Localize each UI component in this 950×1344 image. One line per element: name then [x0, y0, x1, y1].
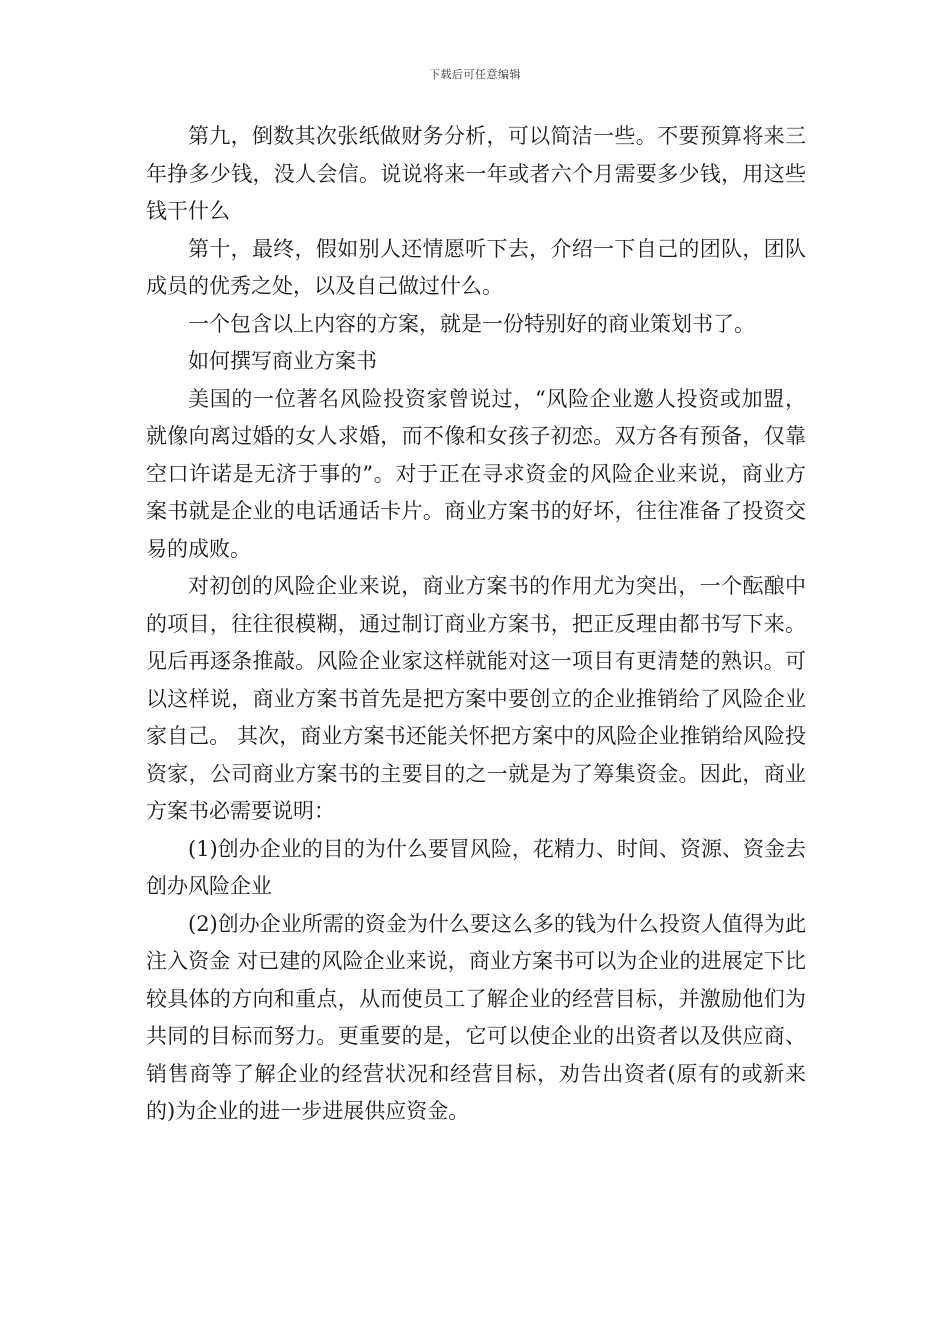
paragraph-ninth-point: 第九，倒数其次张纸做财务分析，可以简洁一些。不要预算将来三年挣多少钱，没人会信。说说将来一年或者六个月需要多少钱，用这些钱干什么 — [146, 124, 806, 223]
paragraph-summary: 一个包含以上内容的方案，就是一份特别好的商业策划书了。 — [188, 311, 755, 336]
page-header: 下载后可任意编辑 — [429, 68, 521, 81]
paragraph-item-2: (2)创办企业所需的资金为什么要这么多的钱为什么投资人值得为此注入资金 对已建的风险企业来说，商业方案书可以为企业的进展定下比较具体的方向和重点，从而使员工了解企业的经营目标，并激励他们为共同的目标而努力。更重要的是，它可以使企业的出资者以及供应商、销售商等了解企业的经营状况和经营目标，劝告出资者(原有的或新来的)为企业的进一步进展供应资金。 — [146, 911, 806, 1123]
paragraph-investor-quote: 美国的一位著名风险投资家曾说过，“风险企业邀人投资或加盟，就像向离过婚的女人求婚，而不像和女孩子初恋。双方各有预备，仅靠空口许诺是无济于事的”。对于正在寻求资金的风险企业来说，商业方案书就是企业的电话通话卡片。商业方案书的好坏，往往准备了投资交易的成败。 — [146, 386, 806, 561]
paragraph-tenth-point: 第十，最终，假如别人还情愿听下去，介绍一下自己的团队，团队成员的优秀之处，以及自己做过什么。 — [146, 236, 806, 298]
paragraph-item-1: (1)创办企业的目的为什么要冒风险，花精力、时间、资源、资金去创办风险企业 — [146, 836, 806, 898]
paragraph-startup-role: 对初创的风险企业来说，商业方案书的作用尤为突出，一个酝酿中的项目，往往很模糊，通过制订商业方案书，把正反理由都书写下来。见后再逐条推敲。风险企业家这样就能对这一项目有更清楚的熟识。可以这样说，商业方案书首先是把方案中要创立的企业推销给了风险企业家自己。 其次，商业方案书还能关怀把方案中的风险企业推销给风险投资家，公司商业方案书的主要目的之一就是为了筹集资金。因此，商业方案书必需要说明： — [146, 574, 806, 823]
section-heading: 如何撰写商业方案书 — [188, 349, 377, 373]
document-body — [146, 118, 806, 1131]
